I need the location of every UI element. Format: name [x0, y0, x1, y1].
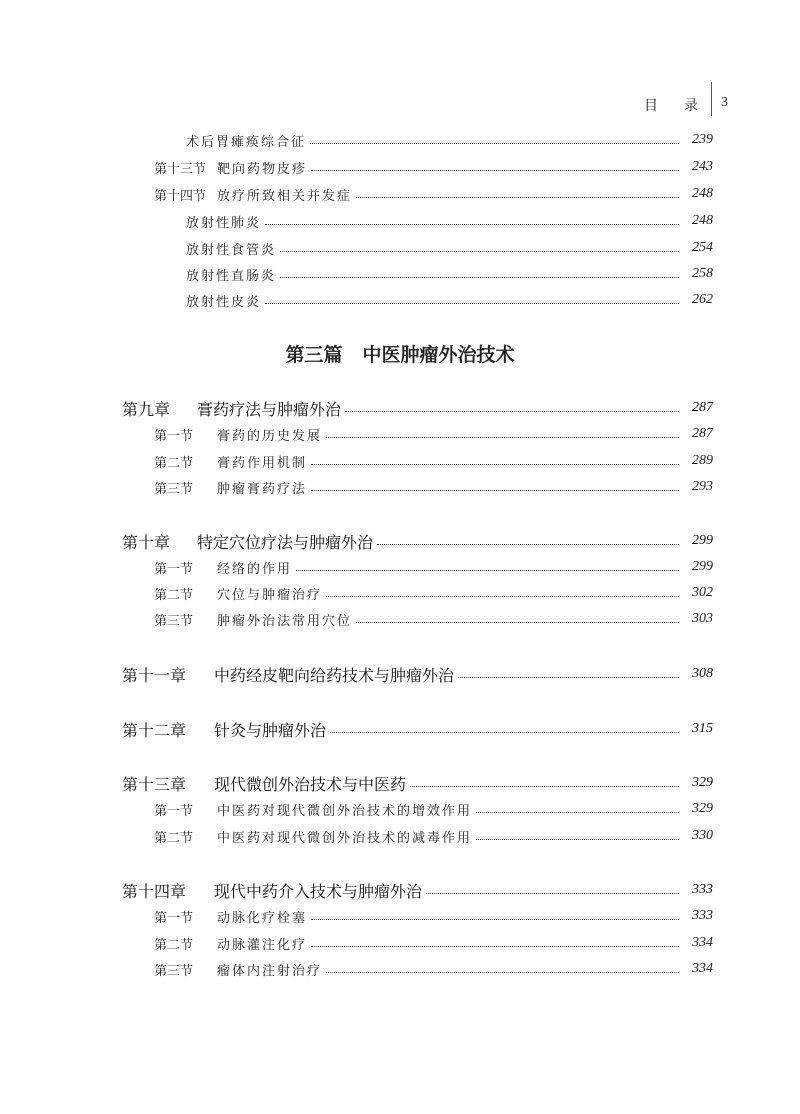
toc-entry[interactable]	[0, 932, 800, 954]
entry-page: 329	[692, 775, 713, 790]
entry-title: 中药经皮靶向给药技术与肿瘤外治	[214, 665, 455, 685]
entry-title: 放射性皮炎	[186, 294, 262, 310]
dot-leader	[296, 569, 679, 571]
entry-title: 中医药对现代微创外治技术的减毒作用	[217, 830, 473, 846]
entry-title: 现代中药介入技术与肿瘤外治	[214, 881, 423, 901]
entry-title: 术后胃瘫痪综合征	[186, 134, 307, 150]
header-divider	[711, 82, 712, 116]
toc-entry[interactable]	[0, 608, 800, 630]
entry-page: 239	[692, 132, 713, 147]
part-name: 中医肿瘤外治技术	[362, 344, 515, 366]
entry-page: 287	[692, 426, 713, 441]
entry-page: 334	[692, 935, 713, 950]
toc-entry[interactable]	[0, 556, 800, 578]
dot-leader	[280, 250, 679, 252]
entry-page: 293	[692, 479, 713, 494]
toc-entry[interactable]	[0, 237, 800, 259]
dot-leader	[458, 676, 679, 678]
entry-title: 特定穴位疗法与肿瘤外治	[197, 532, 374, 552]
entry-title: 放疗所致相关并发症	[217, 188, 353, 204]
entry-number: 第十二章	[122, 720, 187, 740]
entry-page: 248	[692, 186, 713, 201]
entry-title: 膏药的历史发展	[217, 428, 323, 444]
dot-leader	[310, 142, 679, 144]
entry-number: 第九章	[122, 399, 171, 419]
dot-leader	[311, 169, 679, 171]
entry-page: 243	[692, 159, 713, 174]
dot-leader	[280, 276, 679, 278]
entry-page: 308	[692, 666, 713, 681]
entry-number: 第十四节	[154, 188, 207, 204]
toc-entry[interactable]	[0, 582, 800, 604]
entry-title: 针灸与肿瘤外治	[214, 720, 327, 740]
dot-leader	[476, 811, 679, 813]
entry-page: 262	[692, 292, 713, 307]
toc-chapter-entry[interactable]	[0, 663, 800, 685]
dot-leader	[330, 731, 679, 733]
entry-number: 第三节	[154, 613, 194, 629]
entry-page: 333	[692, 908, 713, 923]
dot-leader	[345, 410, 679, 412]
entry-title: 靶向药物皮疹	[217, 161, 308, 177]
entry-title: 现代微创外治技术与中医药	[214, 774, 407, 794]
part-label: 第三篇	[285, 344, 343, 366]
entry-number: 第二节	[154, 830, 194, 846]
dot-leader	[326, 971, 679, 973]
entry-page: 302	[692, 585, 713, 600]
toc-chapter-entry[interactable]	[0, 718, 800, 740]
dot-leader	[356, 196, 679, 198]
entry-number: 第十一章	[122, 665, 187, 685]
toc-chapter-entry[interactable]	[0, 530, 800, 552]
part-title	[0, 340, 800, 367]
entry-number: 第一节	[154, 561, 194, 577]
toc-chapter-entry[interactable]	[0, 879, 800, 901]
entry-title: 穴位与肿瘤治疗	[217, 587, 323, 603]
dot-leader	[326, 595, 679, 597]
dot-leader	[426, 892, 679, 894]
entry-page: 330	[692, 828, 713, 843]
entry-number: 第三节	[154, 481, 194, 497]
toc-entry[interactable]	[0, 263, 800, 285]
dot-leader	[476, 838, 679, 840]
entry-title: 动脉化疗栓塞	[217, 910, 308, 926]
entry-number: 第一节	[154, 803, 194, 819]
entry-number: 第十三节	[154, 161, 207, 177]
entry-number: 第十章	[122, 532, 171, 552]
entry-page: 299	[692, 533, 713, 548]
running-header-char-2: 录	[684, 98, 698, 114]
entry-number: 第二节	[154, 587, 194, 603]
entry-page: 329	[692, 801, 713, 816]
dot-leader	[377, 543, 679, 545]
dot-leader	[311, 918, 679, 920]
entry-number: 第三节	[154, 963, 194, 979]
entry-page: 289	[692, 453, 713, 468]
toc-entry[interactable]	[0, 905, 800, 927]
entry-title: 放射性食管炎	[186, 242, 277, 258]
toc-entry[interactable]	[0, 825, 800, 847]
entry-title: 放射性肺炎	[186, 215, 262, 231]
entry-number: 第一节	[154, 910, 194, 926]
toc-entry[interactable]	[0, 798, 800, 820]
toc-entry[interactable]	[0, 183, 800, 205]
dot-leader	[356, 621, 679, 623]
page-number: 3	[721, 95, 728, 110]
toc-chapter-entry[interactable]	[0, 397, 800, 419]
entry-page: 315	[692, 721, 713, 736]
toc-entry[interactable]	[0, 450, 800, 472]
dot-leader	[326, 436, 679, 438]
entry-number: 第二节	[154, 937, 194, 953]
dot-leader	[311, 945, 679, 947]
entry-page: 303	[692, 611, 713, 626]
entry-page: 299	[692, 559, 713, 574]
entry-number: 第十三章	[122, 774, 187, 794]
dot-leader	[410, 785, 679, 787]
running-header-char-1: 目	[644, 98, 658, 114]
entry-title: 膏药疗法与肿瘤外治	[197, 399, 342, 419]
dot-leader	[265, 302, 679, 304]
entry-page: 254	[692, 240, 713, 255]
entry-page: 333	[692, 882, 713, 897]
toc-entry[interactable]	[0, 423, 800, 445]
entry-page: 334	[692, 961, 713, 976]
entry-title: 肿瘤外治法常用穴位	[217, 613, 353, 629]
entry-title: 中医药对现代微创外治技术的增效作用	[217, 803, 473, 819]
toc-entry[interactable]	[0, 129, 800, 151]
entry-title: 瘤体内注射治疗	[217, 963, 323, 979]
toc-entry[interactable]	[0, 156, 800, 178]
entry-number: 第十四章	[122, 881, 187, 901]
entry-title: 放射性直肠炎	[186, 268, 277, 284]
toc-entry[interactable]	[0, 210, 800, 232]
entry-title: 经络的作用	[217, 561, 293, 577]
entry-page: 287	[692, 400, 713, 415]
dot-leader	[311, 489, 679, 491]
toc-entry[interactable]	[0, 476, 800, 498]
entry-number: 第二节	[154, 455, 194, 471]
entry-title: 肿瘤膏药疗法	[217, 481, 308, 497]
entry-title: 动脉灌注化疗	[217, 937, 308, 953]
toc-entry[interactable]	[0, 289, 800, 311]
dot-leader	[311, 463, 679, 465]
toc-chapter-entry[interactable]	[0, 772, 800, 794]
entry-number: 第一节	[154, 428, 194, 444]
entry-page: 258	[692, 266, 713, 281]
entry-page: 248	[692, 213, 713, 228]
entry-title: 膏药作用机制	[217, 455, 308, 471]
toc-entry[interactable]	[0, 958, 800, 980]
dot-leader	[265, 223, 679, 225]
